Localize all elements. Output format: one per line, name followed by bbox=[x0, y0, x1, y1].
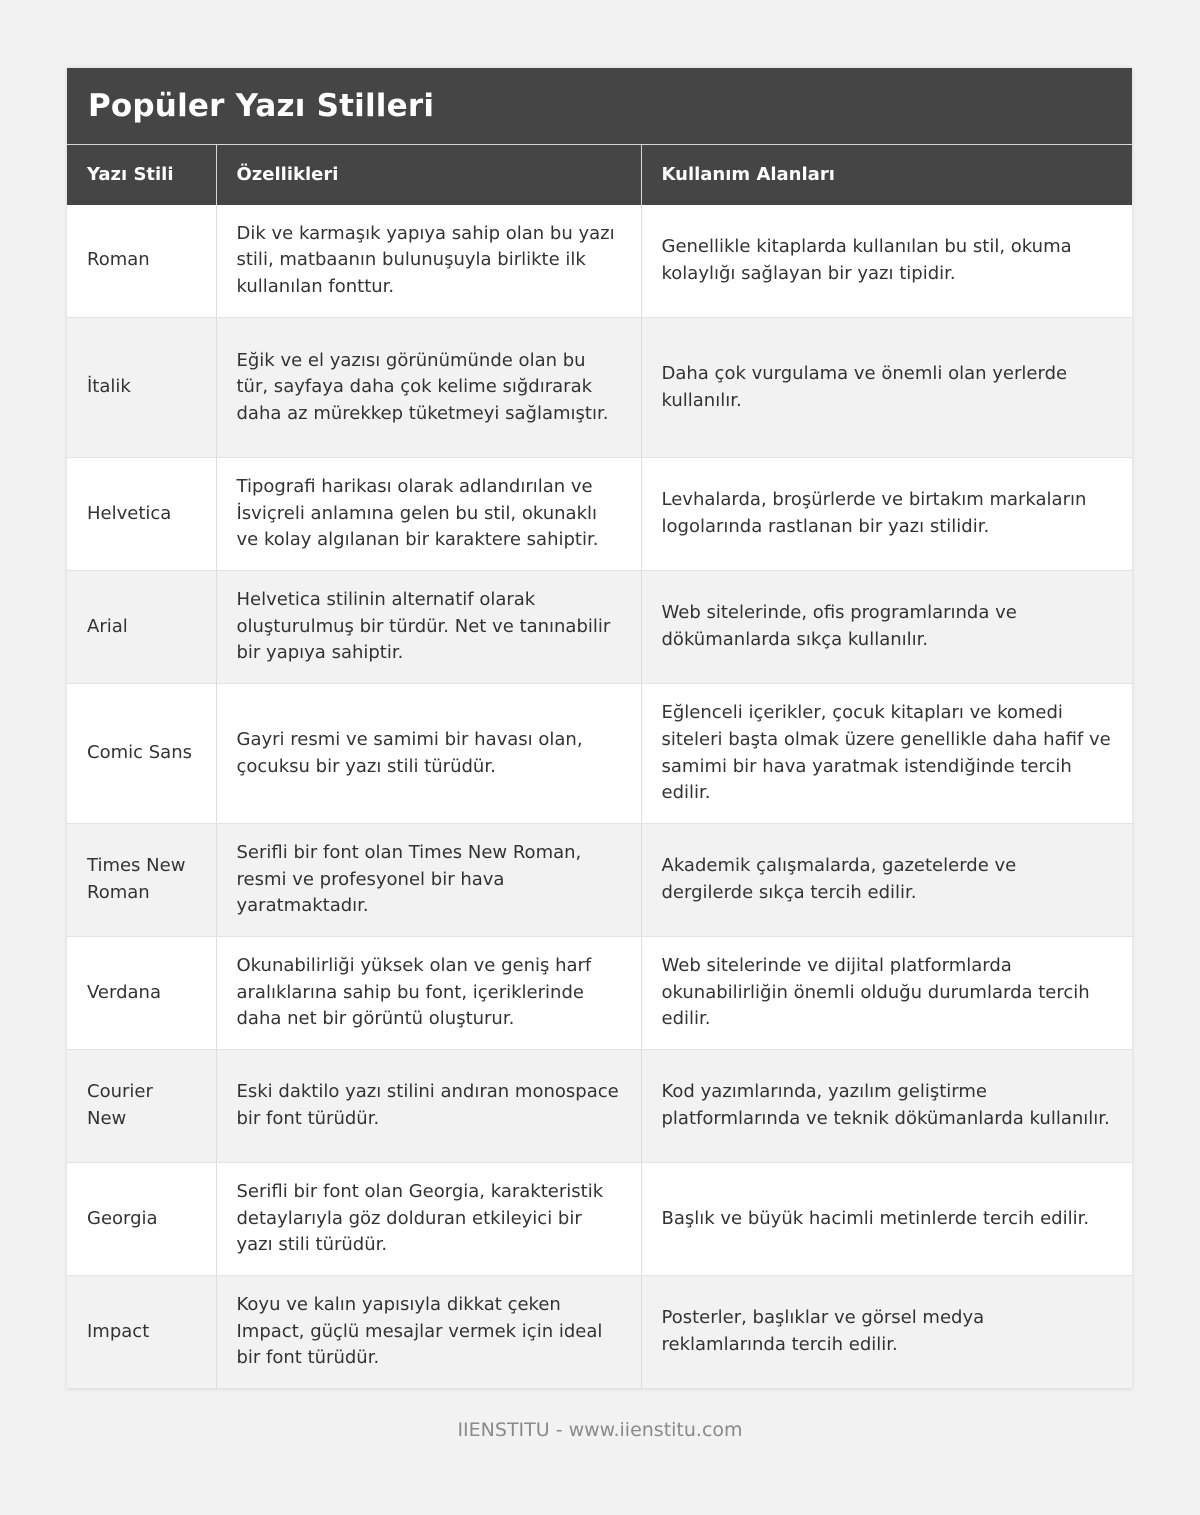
table-header-row bbox=[67, 145, 1132, 205]
cell-usage: Daha çok vurgulama ve önemli olan yerlerde kullanılır. bbox=[641, 318, 1132, 458]
cell-usage: Web sitelerinde ve dijital platformlarda okunabilirliğin önemli olduğu durumlarda tercih edilir. bbox=[641, 937, 1132, 1050]
cell-usage: Başlık ve büyük hacimli metinlerde tercih edilir. bbox=[641, 1163, 1132, 1276]
table-row bbox=[67, 824, 1132, 937]
cell-features: Gayri resmi ve samimi bir havası olan, çocuksu bir yazı stili türüdür. bbox=[216, 684, 641, 824]
footer-credit: IIENSTITU - www.iienstitu.com bbox=[457, 1419, 743, 1441]
table-row bbox=[67, 318, 1132, 458]
cell-usage: Posterler, başlıklar ve görsel medya reklamlarında tercih edilir. bbox=[641, 1276, 1132, 1389]
cell-features: Tipografi harikası olarak adlandırılan ve İsviçreli anlamına gelen bu stil, okunaklı ve kolay algılanan bir karaktere sahiptir. bbox=[216, 458, 641, 571]
cell-style: İtalik bbox=[67, 318, 216, 458]
cell-usage: Levhalarda, broşürlerde ve birtakım markaların logolarında rastlanan bir yazı stilidir. bbox=[641, 458, 1132, 571]
cell-features: Dik ve karmaşık yapıya sahip olan bu yazı stili, matbaanın bulunuşuyla birlikte ilk kullanılan fonttur. bbox=[216, 205, 641, 318]
cell-style: Comic Sans bbox=[67, 684, 216, 824]
cell-style: Roman bbox=[67, 205, 216, 318]
title-bar bbox=[67, 68, 1132, 144]
cell-features: Serifli bir font olan Georgia, karakteristik detaylarıyla göz dolduran etkileyici bir yazı stili türüdür. bbox=[216, 1163, 641, 1276]
cell-usage: Kod yazımlarında, yazılım geliştirme platformlarında ve teknik dökümanlarda kullanılır. bbox=[641, 1050, 1132, 1163]
cell-usage: Genellikle kitaplarda kullanılan bu stil, okuma kolaylığı sağlayan bir yazı tipidir. bbox=[641, 205, 1132, 318]
cell-style: Times New Roman bbox=[67, 824, 216, 937]
table-row bbox=[67, 1163, 1132, 1276]
cell-usage: Eğlenceli içerikler, çocuk kitapları ve komedi siteleri başta olmak üzere genellikle daha hafif ve samimi bir hava yaratmak istendiğinde tercih edilir. bbox=[641, 684, 1132, 824]
column-header-style: Yazı Stili bbox=[67, 145, 216, 205]
cell-features: Koyu ve kalın yapısıyla dikkat çeken Impact, güçlü mesajlar vermek için ideal bir font türüdür. bbox=[216, 1276, 641, 1389]
table-row bbox=[67, 1276, 1132, 1389]
page-title: Popüler Yazı Stilleri bbox=[88, 88, 435, 124]
table-row bbox=[67, 1050, 1132, 1163]
cell-features: Eski daktilo yazı stilini andıran monospace bir font türüdür. bbox=[216, 1050, 641, 1163]
cell-usage: Akademik çalışmalarda, gazetelerde ve dergilerde sıkça tercih edilir. bbox=[641, 824, 1132, 937]
cell-usage: Web sitelerinde, ofis programlarında ve dökümanlarda sıkça kullanılır. bbox=[641, 571, 1132, 684]
table-row bbox=[67, 684, 1132, 824]
column-header-features: Özellikleri bbox=[216, 145, 641, 205]
column-header-usage: Kullanım Alanları bbox=[641, 145, 1132, 205]
table-row bbox=[67, 937, 1132, 1050]
cell-style: Arial bbox=[67, 571, 216, 684]
cell-style: Courier New bbox=[67, 1050, 216, 1163]
cell-features: Helvetica stilinin alternatif olarak oluşturulmuş bir türdür. Net ve tanınabilir bir yapıya sahiptir. bbox=[216, 571, 641, 684]
cell-features: Serifli bir font olan Times New Roman, resmi ve profesyonel bir hava yaratmaktadır. bbox=[216, 824, 641, 937]
cell-style: Impact bbox=[67, 1276, 216, 1389]
cell-features: Eğik ve el yazısı görünümünde olan bu tür, sayfaya daha çok kelime sığdırarak daha az mürekkep tüketmeyi sağlamıştır. bbox=[216, 318, 641, 458]
cell-style: Verdana bbox=[67, 937, 216, 1050]
cell-features: Okunabilirliği yüksek olan ve geniş harf aralıklarına sahip bu font, içeriklerinde daha net bir görüntü oluşturur. bbox=[216, 937, 641, 1050]
cell-style: Helvetica bbox=[67, 458, 216, 571]
font-styles-table bbox=[67, 144, 1132, 1389]
table-row bbox=[67, 205, 1132, 318]
table-row bbox=[67, 571, 1132, 684]
table-card bbox=[67, 68, 1132, 1389]
cell-style: Georgia bbox=[67, 1163, 216, 1276]
table-row bbox=[67, 458, 1132, 571]
